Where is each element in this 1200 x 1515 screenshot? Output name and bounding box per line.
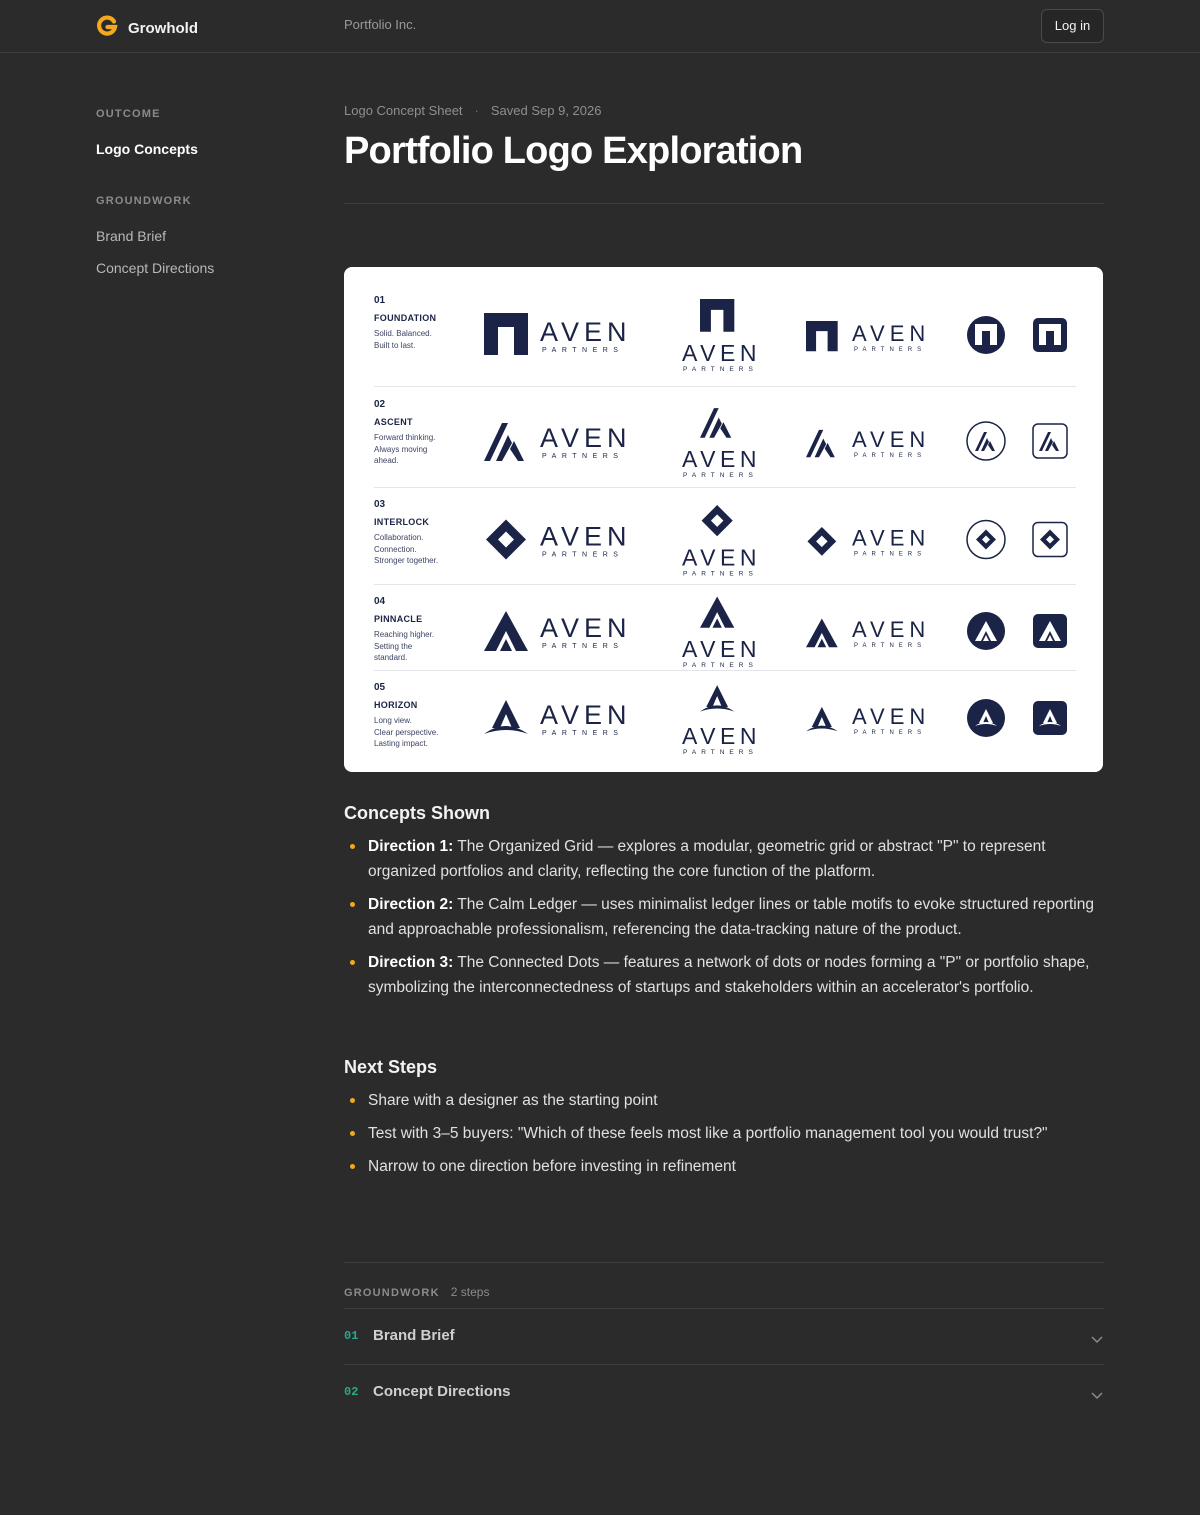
concept-number: 03 xyxy=(374,499,386,510)
wordmark: AVEN xyxy=(682,446,761,472)
horizon-icon xyxy=(700,685,734,712)
step-number: 02 xyxy=(344,1385,359,1399)
wordmark: AVEN xyxy=(682,544,761,571)
wordmark-tagline: PARTNERS xyxy=(683,570,758,578)
horizon-icon xyxy=(806,707,838,731)
wordmark: AVEN xyxy=(682,723,761,749)
concept-tagline xyxy=(374,532,464,567)
concept-row-ascent xyxy=(374,387,1076,487)
list-item xyxy=(344,892,1104,942)
divider xyxy=(344,203,1104,204)
wordmark-tagline: PARTNERS xyxy=(683,662,758,669)
groundwork-count: 2 steps xyxy=(450,1285,490,1299)
concept-row-pinnacle xyxy=(374,584,1076,670)
wordmark: AVEN xyxy=(852,617,931,642)
concepts-shown-list xyxy=(344,834,1104,1008)
concept-tagline-line: Always moving xyxy=(374,444,428,454)
logo-concept-sheet xyxy=(344,267,1103,772)
concept-tagline xyxy=(374,715,464,750)
wordmark-tagline: PARTNERS xyxy=(542,730,624,737)
concept-number: 04 xyxy=(374,596,386,607)
sidebar xyxy=(96,108,316,278)
direction-label: Direction 1: xyxy=(368,838,454,855)
foundation-icon xyxy=(484,313,528,355)
concept-tagline xyxy=(374,432,464,467)
wordmark-tagline: PARTNERS xyxy=(854,347,927,353)
pinnacle-icon xyxy=(484,611,528,651)
concept-logos xyxy=(480,387,1080,487)
pinnacle-icon xyxy=(700,597,734,628)
wordmark: AVEN xyxy=(852,321,931,346)
wordmark: AVEN xyxy=(682,340,761,366)
wordmark: AVEN xyxy=(540,317,632,347)
direction-text: The Calm Ledger — uses minimalist ledger lines or table motifs to evoke structured reporting and approachable professionalism, referencing the data-tracking nature of the product. xyxy=(368,896,1094,938)
concept-tagline-line: Built to last. xyxy=(374,340,416,350)
ascent-icon xyxy=(484,423,524,461)
sidebar-item-brand-brief[interactable]: Brand Brief xyxy=(96,228,167,244)
circle-badge xyxy=(967,699,1005,737)
concept-number: 02 xyxy=(374,399,386,410)
wordmark-tagline: PARTNERS xyxy=(542,643,624,650)
concept-tagline-line: Reaching higher. xyxy=(374,630,435,639)
next-steps-list xyxy=(344,1088,1104,1187)
square-badge xyxy=(1033,701,1067,735)
concept-name: FOUNDATION xyxy=(374,313,437,323)
concept-row-foundation xyxy=(374,287,1076,387)
horizon-icon xyxy=(484,700,528,734)
direction-text: The Connected Dots — features a network of dots or nodes forming a "P" or portfolio shape, symbolizing the interconnectedness of startups and stakeholders within an accelerator's portfolio. xyxy=(368,954,1090,996)
sidebar-item-concept-directions[interactable]: Concept Directions xyxy=(96,260,215,276)
wordmark-tagline: PARTNERS xyxy=(854,551,927,558)
divider xyxy=(344,1262,1104,1263)
wordmark: AVEN xyxy=(540,700,632,730)
concept-tagline-line: standard. xyxy=(374,653,408,662)
list-item: Narrow to one direction before investing in refinement xyxy=(344,1154,1104,1179)
next-steps-heading: Next Steps xyxy=(344,1057,438,1077)
sidebar-heading-groundwork: GROUNDWORK xyxy=(96,195,192,207)
wordmark: AVEN xyxy=(852,525,931,551)
wordmark-tagline: PARTNERS xyxy=(854,643,927,649)
concept-description xyxy=(374,596,464,664)
concept-tagline xyxy=(374,629,464,664)
concept-logos xyxy=(480,584,1080,670)
concept-logos xyxy=(480,487,1080,584)
sidebar-item-logo-concepts[interactable]: Logo Concepts xyxy=(96,141,198,157)
interlock-icon xyxy=(486,520,526,560)
meta-separator: · xyxy=(474,103,479,118)
list-item xyxy=(344,834,1104,884)
concept-number: 05 xyxy=(374,682,386,693)
interlock-icon xyxy=(702,505,733,536)
wordmark-tagline: PARTNERS xyxy=(683,749,758,756)
concept-row-horizon xyxy=(374,670,1076,770)
foundation-icon xyxy=(700,299,734,332)
chevron-down-icon[interactable] xyxy=(1090,1387,1104,1405)
interlock-icon xyxy=(807,527,836,556)
concept-tagline-line: Setting the xyxy=(374,641,413,651)
square-badge xyxy=(1033,318,1067,352)
page-meta xyxy=(344,103,601,118)
wordmark: AVEN xyxy=(540,521,632,552)
workspace-name: Portfolio Inc. xyxy=(344,17,417,32)
concept-logos xyxy=(480,670,1080,770)
wordmark-tagline: PARTNERS xyxy=(854,730,927,736)
concept-name: HORIZON xyxy=(374,700,418,710)
wordmark-tagline: PARTNERS xyxy=(542,453,624,460)
wordmark: AVEN xyxy=(852,704,931,729)
top-bar xyxy=(0,0,1200,53)
list-item: Test with 3–5 buyers: "Which of these feels most like a portfolio management tool you would trust?" xyxy=(344,1121,1104,1146)
concept-description xyxy=(374,399,464,467)
groundwork-step-concept-directions[interactable] xyxy=(344,1364,1104,1420)
growhold-logo-icon xyxy=(96,15,118,42)
direction-label: Direction 3: xyxy=(368,954,454,971)
concept-description xyxy=(374,682,464,750)
concept-tagline xyxy=(374,328,464,351)
concept-tagline-line: Stronger together. xyxy=(374,556,439,565)
wordmark-tagline: PARTNERS xyxy=(683,366,758,373)
step-number: 01 xyxy=(344,1329,359,1343)
wordmark-tagline: PARTNERS xyxy=(542,347,624,354)
concept-name: PINNACLE xyxy=(374,614,423,624)
concept-logos xyxy=(480,287,1080,387)
wordmark-tagline: PARTNERS xyxy=(683,472,758,479)
pinnacle-icon xyxy=(806,618,838,647)
concept-tagline-line: Forward thinking. xyxy=(374,433,436,442)
concept-tagline-line: Long view. xyxy=(374,716,412,725)
concept-tagline-line: Solid. Balanced. xyxy=(374,329,432,338)
brand-name: Growhold xyxy=(128,20,198,37)
concept-tagline-line: ahead. xyxy=(374,456,399,465)
chevron-down-icon[interactable] xyxy=(1090,1331,1104,1349)
concept-tagline-line: Connection. xyxy=(374,544,417,554)
concept-description xyxy=(374,499,464,567)
groundwork-header xyxy=(344,1285,489,1299)
groundwork-step-brand-brief[interactable] xyxy=(344,1308,1104,1364)
direction-text: The Organized Grid — explores a modular, geometric grid or abstract "P" to represent organized portfolios and clarity, reflecting the core function of the platform. xyxy=(368,838,1046,880)
concept-name: ASCENT xyxy=(374,417,413,427)
circle-badge xyxy=(967,316,1005,354)
page-title: Portfolio Logo Exploration xyxy=(344,130,803,172)
wordmark: AVEN xyxy=(540,613,632,643)
wordmark: AVEN xyxy=(852,427,931,452)
wordmark: AVEN xyxy=(682,636,761,662)
wordmark: AVEN xyxy=(540,423,632,453)
list-item: Share with a designer as the starting point xyxy=(344,1088,1104,1113)
login-button[interactable]: Log in xyxy=(1041,9,1104,43)
breadcrumb: Logo Concept Sheet xyxy=(344,103,463,118)
concept-tagline-line: Clear perspective. xyxy=(374,727,439,737)
wordmark-tagline: PARTNERS xyxy=(542,551,624,559)
square-badge xyxy=(1033,523,1067,557)
wordmark-tagline: PARTNERS xyxy=(854,453,927,459)
concept-description xyxy=(374,295,464,351)
concept-name: INTERLOCK xyxy=(374,517,430,527)
concept-row-interlock xyxy=(374,487,1076,584)
saved-timestamp: Saved Sep 9, 2026 xyxy=(490,103,602,118)
step-title: Concept Directions xyxy=(373,1383,511,1400)
brand[interactable] xyxy=(96,15,198,42)
concept-tagline-line: Collaboration. xyxy=(374,533,424,542)
list-item xyxy=(344,950,1104,1000)
circle-badge xyxy=(967,521,1005,559)
ascent-icon xyxy=(806,430,835,457)
foundation-icon xyxy=(806,321,838,351)
direction-label: Direction 2: xyxy=(368,896,454,913)
concept-tagline-line: Lasting impact. xyxy=(374,739,428,748)
sidebar-heading-outcome: OUTCOME xyxy=(96,108,161,120)
concepts-shown-heading: Concepts Shown xyxy=(344,803,491,823)
groundwork-label: GROUNDWORK xyxy=(344,1287,440,1299)
step-title: Brand Brief xyxy=(373,1327,455,1344)
concept-number: 01 xyxy=(374,295,386,306)
ascent-icon xyxy=(700,408,731,438)
